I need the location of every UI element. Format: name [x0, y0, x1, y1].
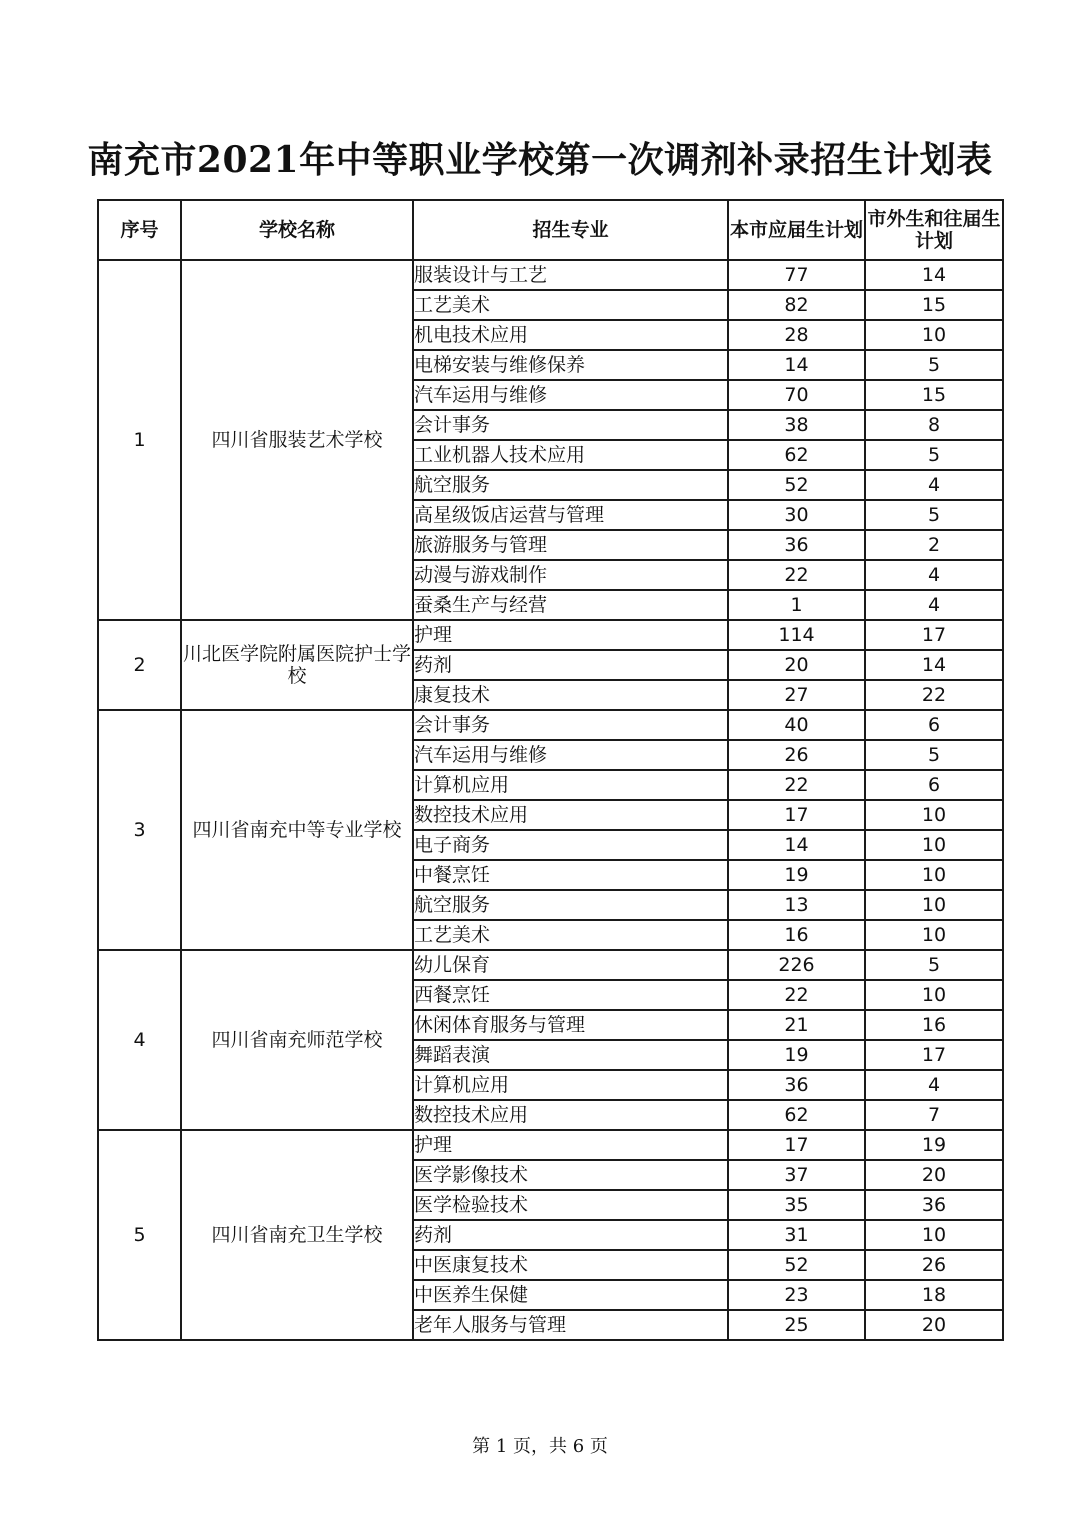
other-plan-count: 5 [865, 440, 1003, 470]
major-name: 老年人服务与管理 [413, 1310, 728, 1340]
other-plan-count: 10 [865, 800, 1003, 830]
local-plan-count: 16 [728, 920, 865, 950]
header-major: 招生专业 [413, 200, 728, 260]
other-plan-count: 18 [865, 1280, 1003, 1310]
major-name: 动漫与游戏制作 [413, 560, 728, 590]
local-plan-count: 27 [728, 680, 865, 710]
local-plan-count: 17 [728, 1130, 865, 1160]
other-plan-count: 4 [865, 470, 1003, 500]
major-name: 护理 [413, 1130, 728, 1160]
major-name: 西餐烹饪 [413, 980, 728, 1010]
local-plan-count: 14 [728, 350, 865, 380]
local-plan-count: 22 [728, 770, 865, 800]
other-plan-count: 26 [865, 1250, 1003, 1280]
other-plan-count: 14 [865, 650, 1003, 680]
local-plan-count: 22 [728, 560, 865, 590]
other-plan-count: 22 [865, 680, 1003, 710]
school-name: 四川省服装艺术学校 [181, 260, 413, 620]
local-plan-count: 52 [728, 1250, 865, 1280]
table-row [98, 1130, 1003, 1160]
school-name: 川北医学院附属医院护士学校 [181, 620, 413, 710]
header-row [98, 200, 1003, 260]
major-name: 航空服务 [413, 890, 728, 920]
major-name: 旅游服务与管理 [413, 530, 728, 560]
local-plan-count: 40 [728, 710, 865, 740]
local-plan-count: 37 [728, 1160, 865, 1190]
major-name: 汽车运用与维修 [413, 380, 728, 410]
other-plan-count: 10 [865, 980, 1003, 1010]
major-name: 舞蹈表演 [413, 1040, 728, 1070]
local-plan-count: 38 [728, 410, 865, 440]
major-name: 医学检验技术 [413, 1190, 728, 1220]
page-title: 南充市2021年中等职业学校第一次调剂补录招生计划表 [87, 139, 993, 181]
local-plan-count: 23 [728, 1280, 865, 1310]
major-name: 航空服务 [413, 470, 728, 500]
major-name: 数控技术应用 [413, 1100, 728, 1130]
header-other-plan: 市外生和往届生计划 [865, 200, 1003, 260]
other-plan-count: 8 [865, 410, 1003, 440]
local-plan-count: 19 [728, 1040, 865, 1070]
major-name: 医学影像技术 [413, 1160, 728, 1190]
major-name: 中餐烹饪 [413, 860, 728, 890]
table-row [98, 260, 1003, 290]
table-row [98, 710, 1003, 740]
school-name: 四川省南充卫生学校 [181, 1130, 413, 1340]
local-plan-count: 30 [728, 500, 865, 530]
other-plan-count: 10 [865, 1220, 1003, 1250]
local-plan-count: 22 [728, 980, 865, 1010]
other-plan-count: 6 [865, 770, 1003, 800]
major-name: 工艺美术 [413, 290, 728, 320]
major-name: 计算机应用 [413, 1070, 728, 1100]
school-index: 5 [98, 1130, 181, 1340]
major-name: 工业机器人技术应用 [413, 440, 728, 470]
other-plan-count: 10 [865, 860, 1003, 890]
local-plan-count: 36 [728, 530, 865, 560]
local-plan-count: 82 [728, 290, 865, 320]
local-plan-count: 77 [728, 260, 865, 290]
major-name: 会计事务 [413, 710, 728, 740]
major-name: 数控技术应用 [413, 800, 728, 830]
local-plan-count: 114 [728, 620, 865, 650]
local-plan-count: 28 [728, 320, 865, 350]
school-index: 4 [98, 950, 181, 1130]
major-name: 中医康复技术 [413, 1250, 728, 1280]
local-plan-count: 21 [728, 1010, 865, 1040]
school-index: 2 [98, 620, 181, 710]
local-plan-count: 13 [728, 890, 865, 920]
other-plan-count: 6 [865, 710, 1003, 740]
other-plan-count: 17 [865, 620, 1003, 650]
local-plan-count: 62 [728, 1100, 865, 1130]
major-name: 电子商务 [413, 830, 728, 860]
local-plan-count: 70 [728, 380, 865, 410]
enrollment-plan-table [97, 199, 1004, 1341]
other-plan-count: 20 [865, 1160, 1003, 1190]
header-local-plan: 本市应届生计划 [728, 200, 865, 260]
major-name: 计算机应用 [413, 770, 728, 800]
local-plan-count: 26 [728, 740, 865, 770]
other-plan-count: 15 [865, 290, 1003, 320]
other-plan-count: 7 [865, 1100, 1003, 1130]
major-name: 汽车运用与维修 [413, 740, 728, 770]
school-index: 1 [98, 260, 181, 620]
school-name: 四川省南充师范学校 [181, 950, 413, 1130]
other-plan-count: 10 [865, 830, 1003, 860]
local-plan-count: 20 [728, 650, 865, 680]
table-body [98, 260, 1003, 1340]
other-plan-count: 4 [865, 560, 1003, 590]
major-name: 休闲体育服务与管理 [413, 1010, 728, 1040]
major-name: 康复技术 [413, 680, 728, 710]
local-plan-count: 1 [728, 590, 865, 620]
other-plan-count: 10 [865, 920, 1003, 950]
local-plan-count: 35 [728, 1190, 865, 1220]
table-row [98, 950, 1003, 980]
local-plan-count: 25 [728, 1310, 865, 1340]
other-plan-count: 5 [865, 350, 1003, 380]
major-name: 中医养生保健 [413, 1280, 728, 1310]
major-name: 服装设计与工艺 [413, 260, 728, 290]
major-name: 药剂 [413, 1220, 728, 1250]
local-plan-count: 31 [728, 1220, 865, 1250]
table-row [98, 620, 1003, 650]
major-name: 高星级饭店运营与管理 [413, 500, 728, 530]
major-name: 电梯安装与维修保养 [413, 350, 728, 380]
other-plan-count: 17 [865, 1040, 1003, 1070]
header-school: 学校名称 [181, 200, 413, 260]
school-index: 3 [98, 710, 181, 950]
page-number: 第 1 页，共 6 页 [472, 1436, 608, 1457]
other-plan-count: 4 [865, 590, 1003, 620]
major-name: 药剂 [413, 650, 728, 680]
local-plan-count: 226 [728, 950, 865, 980]
other-plan-count: 20 [865, 1310, 1003, 1340]
other-plan-count: 15 [865, 380, 1003, 410]
other-plan-count: 2 [865, 530, 1003, 560]
local-plan-count: 14 [728, 830, 865, 860]
header-index: 序号 [98, 200, 181, 260]
major-name: 护理 [413, 620, 728, 650]
other-plan-count: 5 [865, 740, 1003, 770]
local-plan-count: 19 [728, 860, 865, 890]
other-plan-count: 36 [865, 1190, 1003, 1220]
other-plan-count: 16 [865, 1010, 1003, 1040]
local-plan-count: 62 [728, 440, 865, 470]
major-name: 工艺美术 [413, 920, 728, 950]
other-plan-count: 5 [865, 500, 1003, 530]
other-plan-count: 19 [865, 1130, 1003, 1160]
major-name: 蚕桑生产与经营 [413, 590, 728, 620]
other-plan-count: 5 [865, 950, 1003, 980]
other-plan-count: 10 [865, 320, 1003, 350]
major-name: 机电技术应用 [413, 320, 728, 350]
major-name: 会计事务 [413, 410, 728, 440]
local-plan-count: 52 [728, 470, 865, 500]
other-plan-count: 14 [865, 260, 1003, 290]
major-name: 幼儿保育 [413, 950, 728, 980]
other-plan-count: 10 [865, 890, 1003, 920]
school-name: 四川省南充中等专业学校 [181, 710, 413, 950]
local-plan-count: 17 [728, 800, 865, 830]
other-plan-count: 4 [865, 1070, 1003, 1100]
local-plan-count: 36 [728, 1070, 865, 1100]
